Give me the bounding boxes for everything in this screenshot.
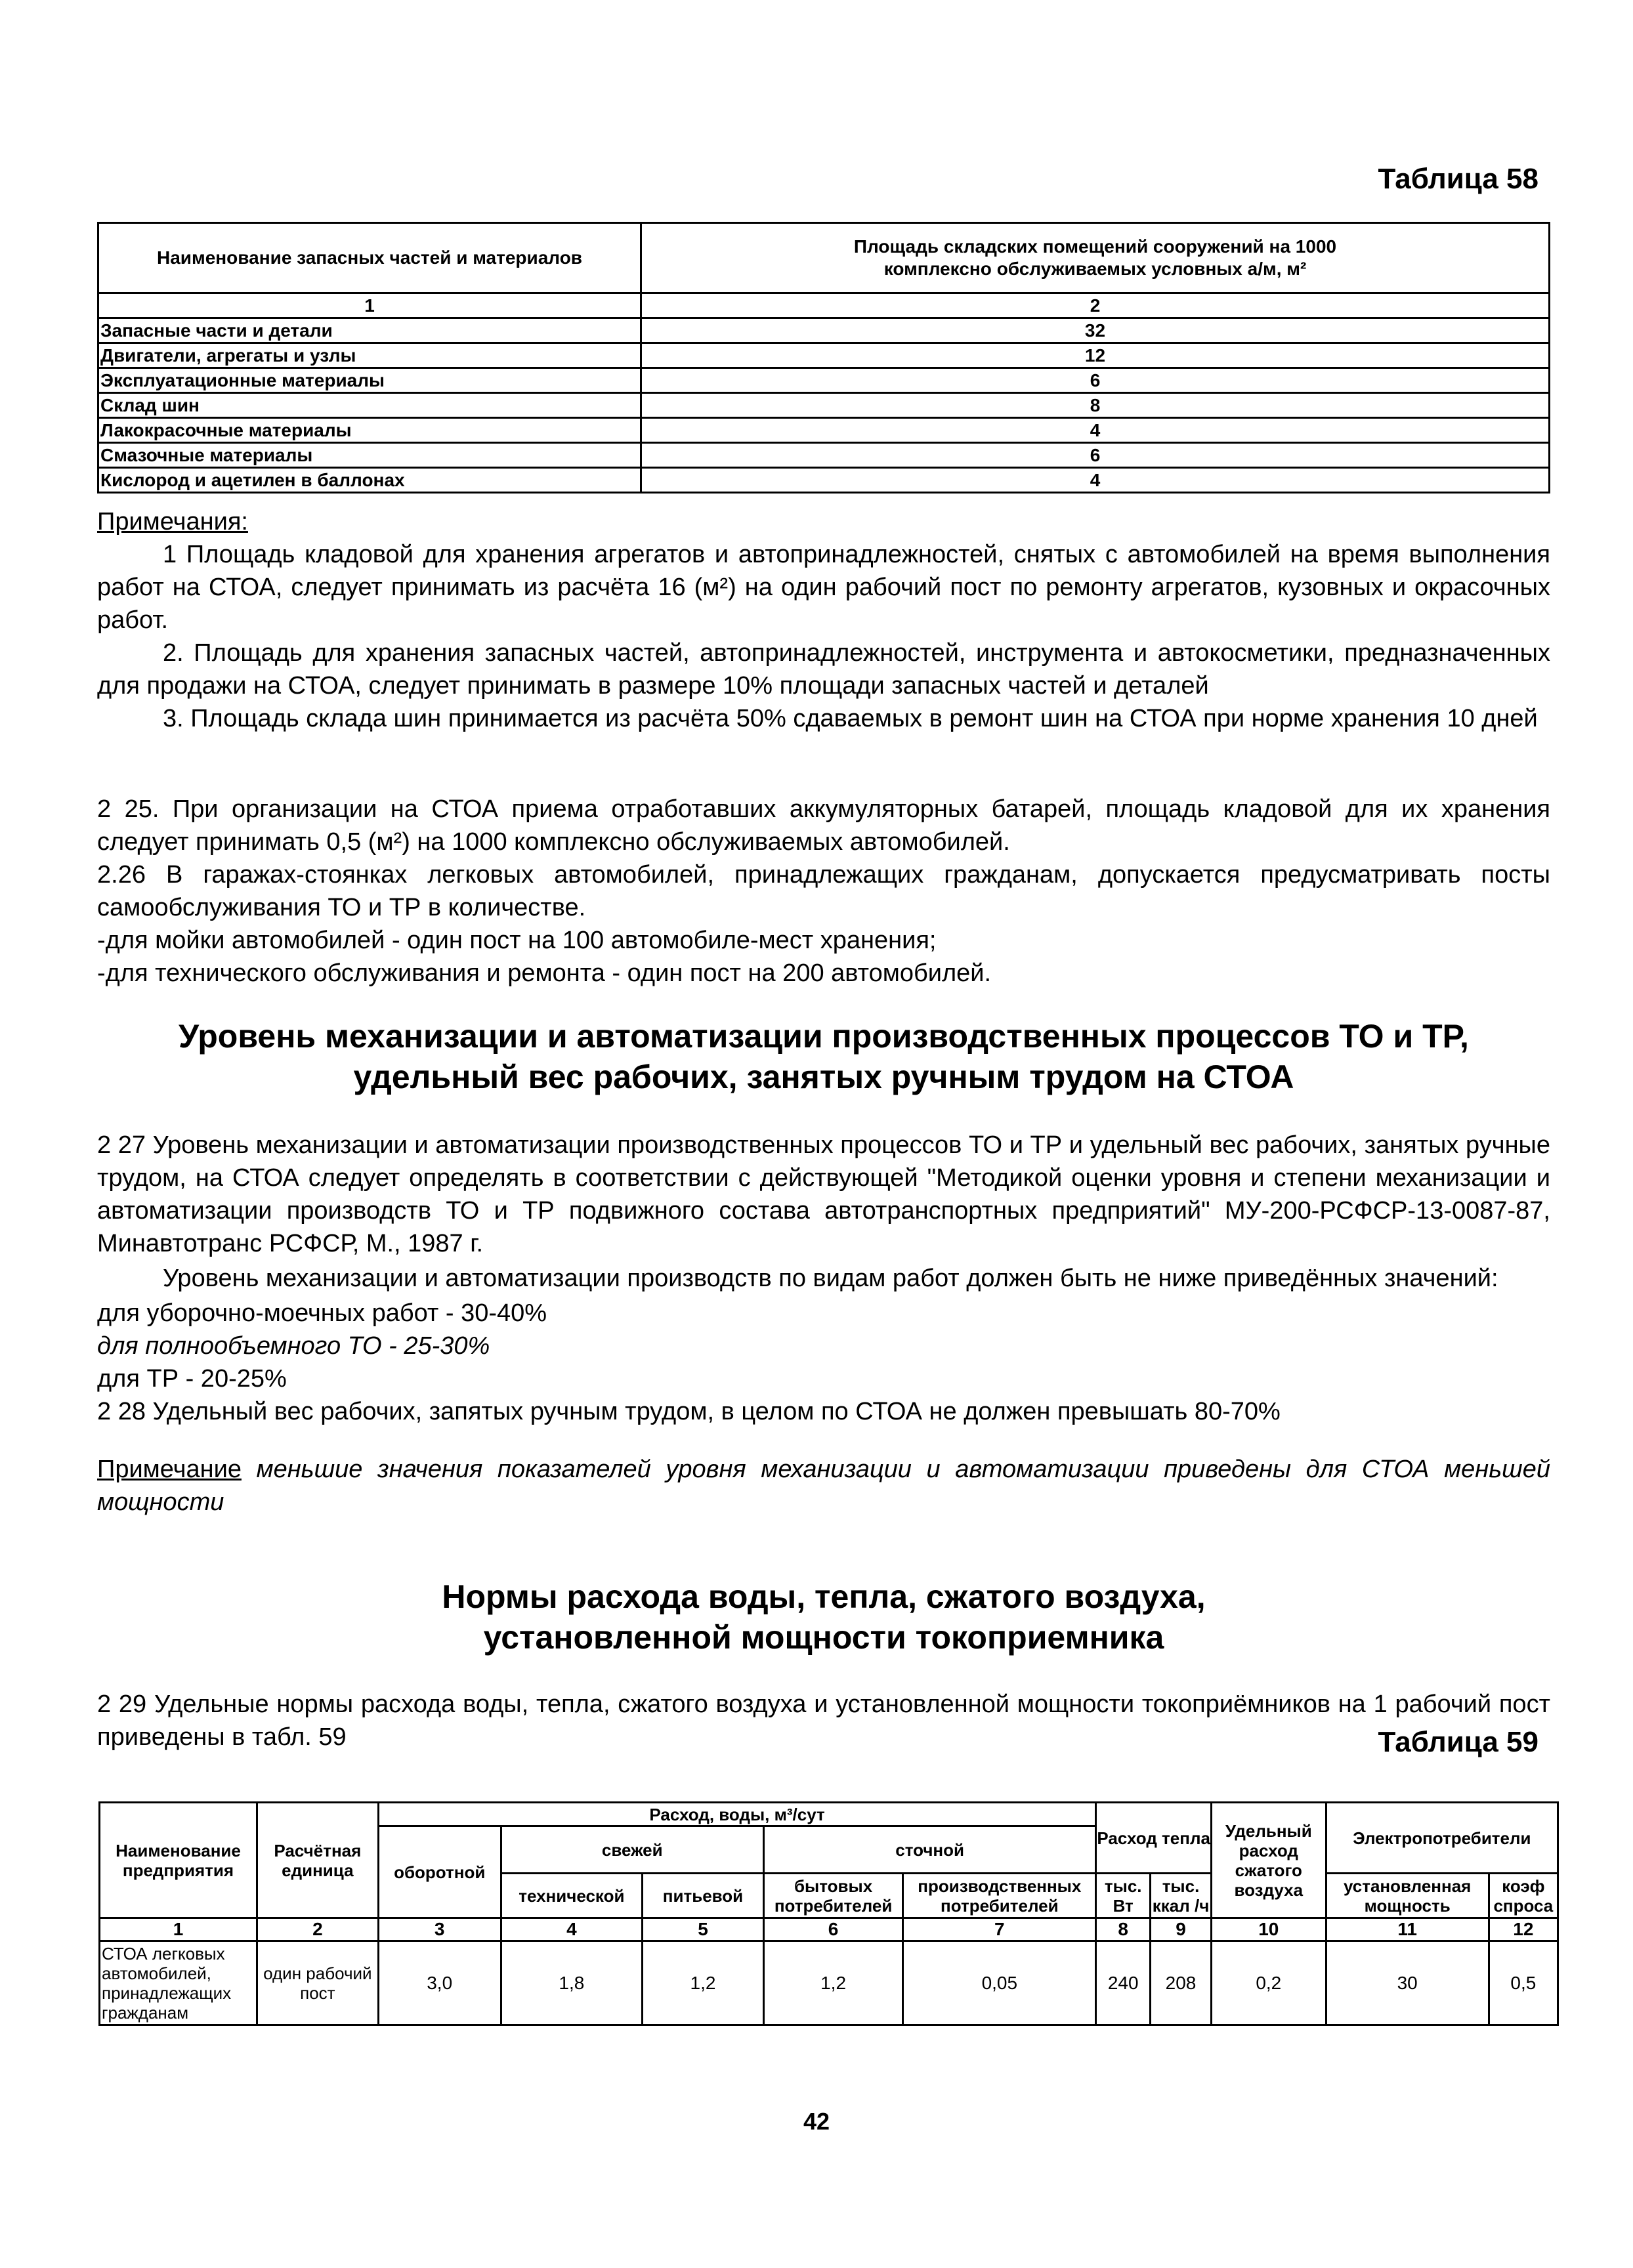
t58-name: Кислород и ацетилен в баллонах: [98, 468, 641, 493]
t59-header-installed: установленная мощность: [1326, 1874, 1489, 1918]
clause-2-26-item: -для технического обслуживания и ремонта - один пост на 200 автомобилей.: [97, 959, 992, 987]
t59-row-name: СТОА легковых автомобилей, принадлежащих гражданам: [100, 1941, 257, 2025]
t59-header-fresh: свежей: [501, 1826, 763, 1874]
t59-colnum: 8: [1096, 1918, 1151, 1941]
t59-colnum: 1: [100, 1918, 257, 1941]
t58-colnum: 2: [641, 293, 1550, 318]
t59-header-demand: коэф спроса: [1489, 1874, 1558, 1918]
t59-colnum: 9: [1151, 1918, 1212, 1941]
t59-colnum: 7: [903, 1918, 1096, 1941]
table59-caption: Таблица 59: [1378, 1726, 1538, 1758]
t58-value: 4: [641, 418, 1550, 443]
t59-header-water: Расход, воды, м³/сут: [378, 1803, 1096, 1826]
level-item: для уборочно-моечных работ - 30-40%: [97, 1299, 547, 1327]
t58-value: 8: [641, 393, 1550, 418]
t59-value: 1,8: [501, 1941, 642, 2025]
clause-2-26-item: -для мойки автомобилей - один пост на 100 автомобиле-мест хранения;: [97, 927, 937, 954]
note-item: 2. Площадь для хранения запасных частей, автопринадлежностей, инструмента и автокосметики, предназначенных для продажи на СТОА, следует принимать в размере 10% площади запасных частей и деталей: [97, 639, 1550, 700]
t59-colnum: 10: [1211, 1918, 1326, 1941]
t58-header-area: Площадь складских помещений сооружений на 1000 комплексно обслуживаемых условных а/м, м²: [641, 223, 1550, 293]
t59-colnum: 2: [257, 1918, 378, 1941]
section2-body: [97, 1688, 1550, 1754]
clause-2-28: 2 28 Удельный вес рабочих, запятых ручным трудом, в целом по СТОА не должен превышать 80-70%: [97, 1398, 1281, 1425]
t58-name: Двигатели, агрегаты и узлы: [98, 343, 641, 368]
t59-header-unit: Расчётная единица: [257, 1803, 378, 1918]
section-heading-mechanization: [97, 1016, 1550, 1097]
t58-name: Смазочные материалы: [98, 443, 641, 468]
page-number: 42: [803, 2108, 830, 2135]
t58-name: Эксплуатационные материалы: [98, 368, 641, 393]
mechanization-note: [97, 1453, 1550, 1519]
t59-value: 0,5: [1489, 1941, 1558, 2025]
table-row: [98, 393, 1550, 418]
notes-title: Примечания:: [97, 508, 248, 536]
t59-header-sewage: сточной: [763, 1826, 1095, 1874]
t59-value: 240: [1096, 1941, 1151, 2025]
t59-header-air: Удельный расход сжатого воздуха: [1211, 1803, 1326, 1918]
t58-value: 6: [641, 443, 1550, 468]
t58-name: Склад шин: [98, 393, 641, 418]
t59-value: 1,2: [643, 1941, 764, 2025]
t59-colnum: 3: [378, 1918, 501, 1941]
notes-block: [97, 505, 1550, 735]
t59-value: 1,2: [763, 1941, 902, 2025]
table-row: [98, 418, 1550, 443]
t59-colnum: 12: [1489, 1918, 1558, 1941]
table-row: [100, 1941, 1558, 2025]
note-text: меньшие значения показателей уровня механизации и автоматизации приведены для СТОА меньшей мощности: [97, 1456, 1550, 1516]
t58-value: 12: [641, 343, 1550, 368]
t58-value: 4: [641, 468, 1550, 493]
level-item: для ТР - 20-25%: [97, 1365, 287, 1393]
t58-header-name: Наименование запасных частей и материалов: [98, 223, 641, 293]
t59-header-industrial: производственных потребителей: [903, 1874, 1096, 1918]
t58-name: Лакокрасочные материалы: [98, 418, 641, 443]
table-row: [98, 443, 1550, 468]
clause-2-26: 2.26 В гаражах-стоянках легковых автомобилей, принадлежащих гражданам, допускается предусматривать посты самообслуживания ТО и ТР в количестве.: [97, 861, 1550, 921]
table58-caption: Таблица 58: [1378, 163, 1538, 195]
heading-line: Нормы расхода воды, тепла, сжатого воздуха,: [442, 1578, 1206, 1615]
t58-value: 32: [641, 318, 1550, 343]
clause-2-29: 2 29 Удельные нормы расхода воды, тепла, сжатого воздуха и установленной мощности токоприёмников на 1 рабочий пост приведены в табл. 59: [97, 1690, 1550, 1751]
t58-name: Запасные части и детали: [98, 318, 641, 343]
note-item: 1 Площадь кладовой для хранения агрегатов и автопринадлежностей, снятых с автомобилей на время выполнения работ на СТОА, следует принимать из расчёта 16 (м²) на один рабочий пост по ремонту агрегатов, кузовных и окрасочных работ.: [97, 541, 1550, 634]
t59-value: 0,2: [1211, 1941, 1326, 2025]
section1-body: [97, 1129, 1550, 1519]
t59-value: 0,05: [903, 1941, 1096, 2025]
clause-2-27-levels-intro: Уровень механизации и автоматизации производств по видам работ должен быть не ниже приведённых значений:: [163, 1265, 1498, 1292]
t59-header-heat-w: тыс. Вт: [1096, 1874, 1151, 1918]
note-label: Примечание: [97, 1456, 242, 1483]
t59-header-recycled: оборотной: [378, 1826, 501, 1918]
heading-line: установленной мощности токоприемника: [483, 1619, 1164, 1656]
clause-2-25: 2 25. При организации на СТОА приема отработавших аккумуляторных батарей, площадь кладовой для их хранения следует принимать 0,5 (м²) на 1000 комплексно обслуживаемых автомобилей.: [97, 795, 1550, 856]
t59-header-electric: Электропотребители: [1326, 1803, 1558, 1874]
t58-value: 6: [641, 368, 1550, 393]
t59-row-unit: один рабочий пост: [257, 1941, 378, 2025]
table-row: [98, 368, 1550, 393]
table-row: [98, 318, 1550, 343]
t59-header-name: Наименование предприятия: [100, 1803, 257, 1918]
table-row: [98, 468, 1550, 493]
section-heading-consumption: [97, 1576, 1550, 1658]
t59-header-drinking: питьевой: [643, 1874, 764, 1918]
table-59: [98, 1801, 1559, 2026]
heading-line: удельный вес рабочих, занятых ручным трудом на СТОА: [353, 1059, 1294, 1095]
t59-value: 3,0: [378, 1941, 501, 2025]
t59-colnum: 6: [763, 1918, 902, 1941]
t59-value: 208: [1151, 1941, 1212, 2025]
t59-header-heat: Расход тепла: [1096, 1803, 1212, 1874]
t59-colnum: 4: [501, 1918, 642, 1941]
t59-header-heat-kcal: тыс. ккал /ч: [1151, 1874, 1212, 1918]
t59-value: 30: [1326, 1941, 1489, 2025]
t59-header-technical: технической: [501, 1874, 642, 1918]
level-item: для полнообъемного ТО - 25-30%: [97, 1332, 490, 1360]
t59-header-household: бытовых потребителей: [763, 1874, 902, 1918]
t58-colnum: 1: [98, 293, 641, 318]
t59-colnum: 5: [643, 1918, 764, 1941]
t59-colnum: 11: [1326, 1918, 1489, 1941]
heading-line: Уровень механизации и автоматизации производственных процессов ТО и ТР,: [179, 1018, 1469, 1055]
clauses-block: [97, 793, 1550, 990]
table-58: [97, 222, 1550, 494]
note-item: 3. Площадь склада шин принимается из расчёта 50% сдаваемых в ремонт шин на СТОА при норме хранения 10 дней: [163, 705, 1538, 732]
clause-2-27: 2 27 Уровень механизации и автоматизации производственных процессов ТО и ТР и удельный вес рабочих, занятых ручные трудом, на СТОА следует определять в соответствии с действующей "Методикой оценки уровня и степени механизации и автоматизации производств ТО и ТР подвижного состава автотранспортных предприятий" МУ-200-РСФСР-13-0087-87, Минавтотранс РСФСР, М., 1987 г.: [97, 1131, 1550, 1257]
table-row: [98, 343, 1550, 368]
